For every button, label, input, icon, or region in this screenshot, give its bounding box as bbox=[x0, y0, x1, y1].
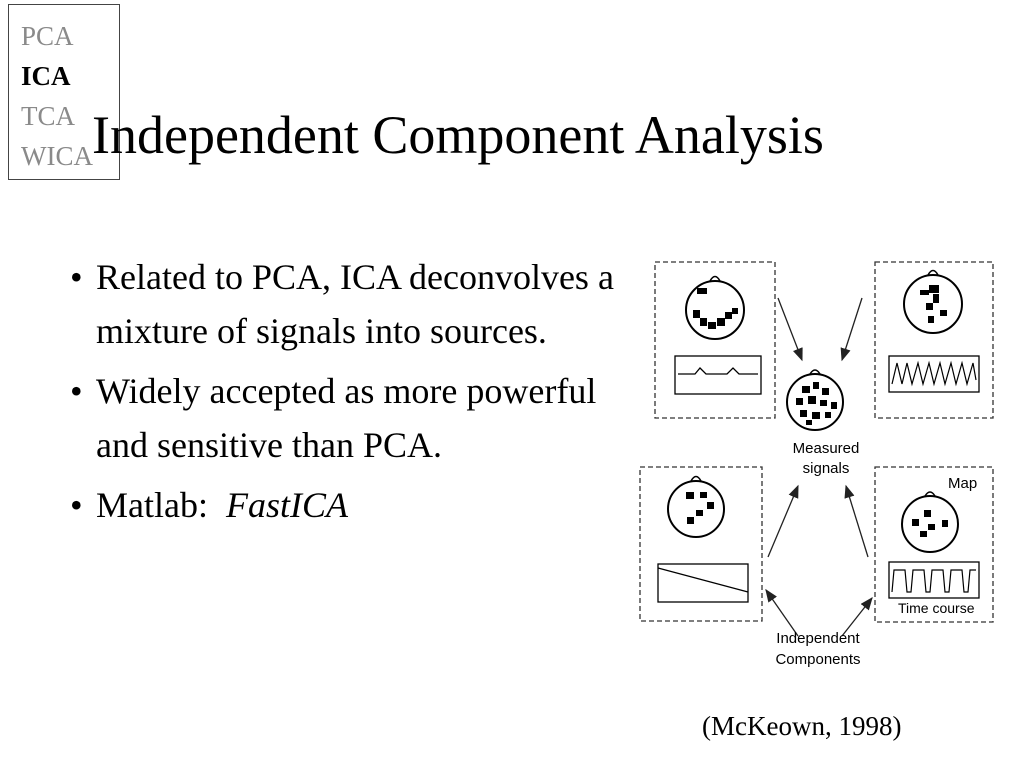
time-course-label: Time course bbox=[898, 600, 975, 616]
time-course-plot bbox=[658, 564, 748, 602]
components-label-line2: Components bbox=[775, 651, 861, 668]
bullet-text-prefix: Matlab: bbox=[96, 485, 208, 525]
measured-label-line1: Measured bbox=[792, 440, 860, 457]
arrow-to-measured bbox=[842, 298, 862, 360]
component-panel-bottom-right bbox=[875, 467, 993, 622]
map-label: Map bbox=[948, 475, 978, 492]
citation: (McKeown, 1998) bbox=[702, 711, 902, 741]
bullet-glyph: • bbox=[70, 485, 83, 525]
measured-label-line2: signals bbox=[802, 460, 850, 477]
component-panel-top-left bbox=[655, 262, 775, 418]
nav-item-wica[interactable]: WICA bbox=[21, 141, 93, 171]
head-map-icon bbox=[686, 277, 744, 340]
bullet-glyph: • bbox=[70, 257, 83, 297]
arrow-to-measured bbox=[778, 298, 802, 360]
bullet-item bbox=[70, 250, 615, 358]
head-map-icon bbox=[902, 492, 958, 552]
bullet-glyph: • bbox=[70, 371, 83, 411]
bullet-text: Related to PCA, ICA deconvolves a mixture of signals into sources. bbox=[96, 257, 614, 351]
components-label-line1: Independent bbox=[776, 630, 860, 647]
slide-title: Independent Component Analysis bbox=[92, 105, 824, 165]
head-map-icon bbox=[668, 477, 724, 538]
time-course-plot bbox=[889, 562, 979, 598]
time-course-plot bbox=[675, 356, 761, 394]
nav-item-pca[interactable]: PCA bbox=[21, 21, 74, 51]
arrow-to-measured bbox=[768, 486, 798, 557]
bullet-list bbox=[70, 250, 615, 538]
fastica-label: FastICA bbox=[225, 485, 348, 525]
head-map-icon bbox=[904, 271, 962, 334]
component-panel-top-right bbox=[875, 262, 993, 418]
time-course-plot bbox=[889, 356, 979, 392]
nav-item-ica[interactable]: ICA bbox=[21, 61, 71, 91]
arrow-to-measured bbox=[846, 486, 868, 557]
bullet-text: Widely accepted as more powerful and sensitive than PCA. bbox=[96, 371, 597, 465]
bullet-item bbox=[70, 478, 615, 532]
ica-diagram bbox=[630, 252, 1000, 677]
measured-signals-head bbox=[787, 370, 843, 430]
nav-item-tca[interactable]: TCA bbox=[21, 101, 75, 131]
bullet-item bbox=[70, 364, 615, 472]
component-panel-bottom-left bbox=[640, 467, 762, 621]
